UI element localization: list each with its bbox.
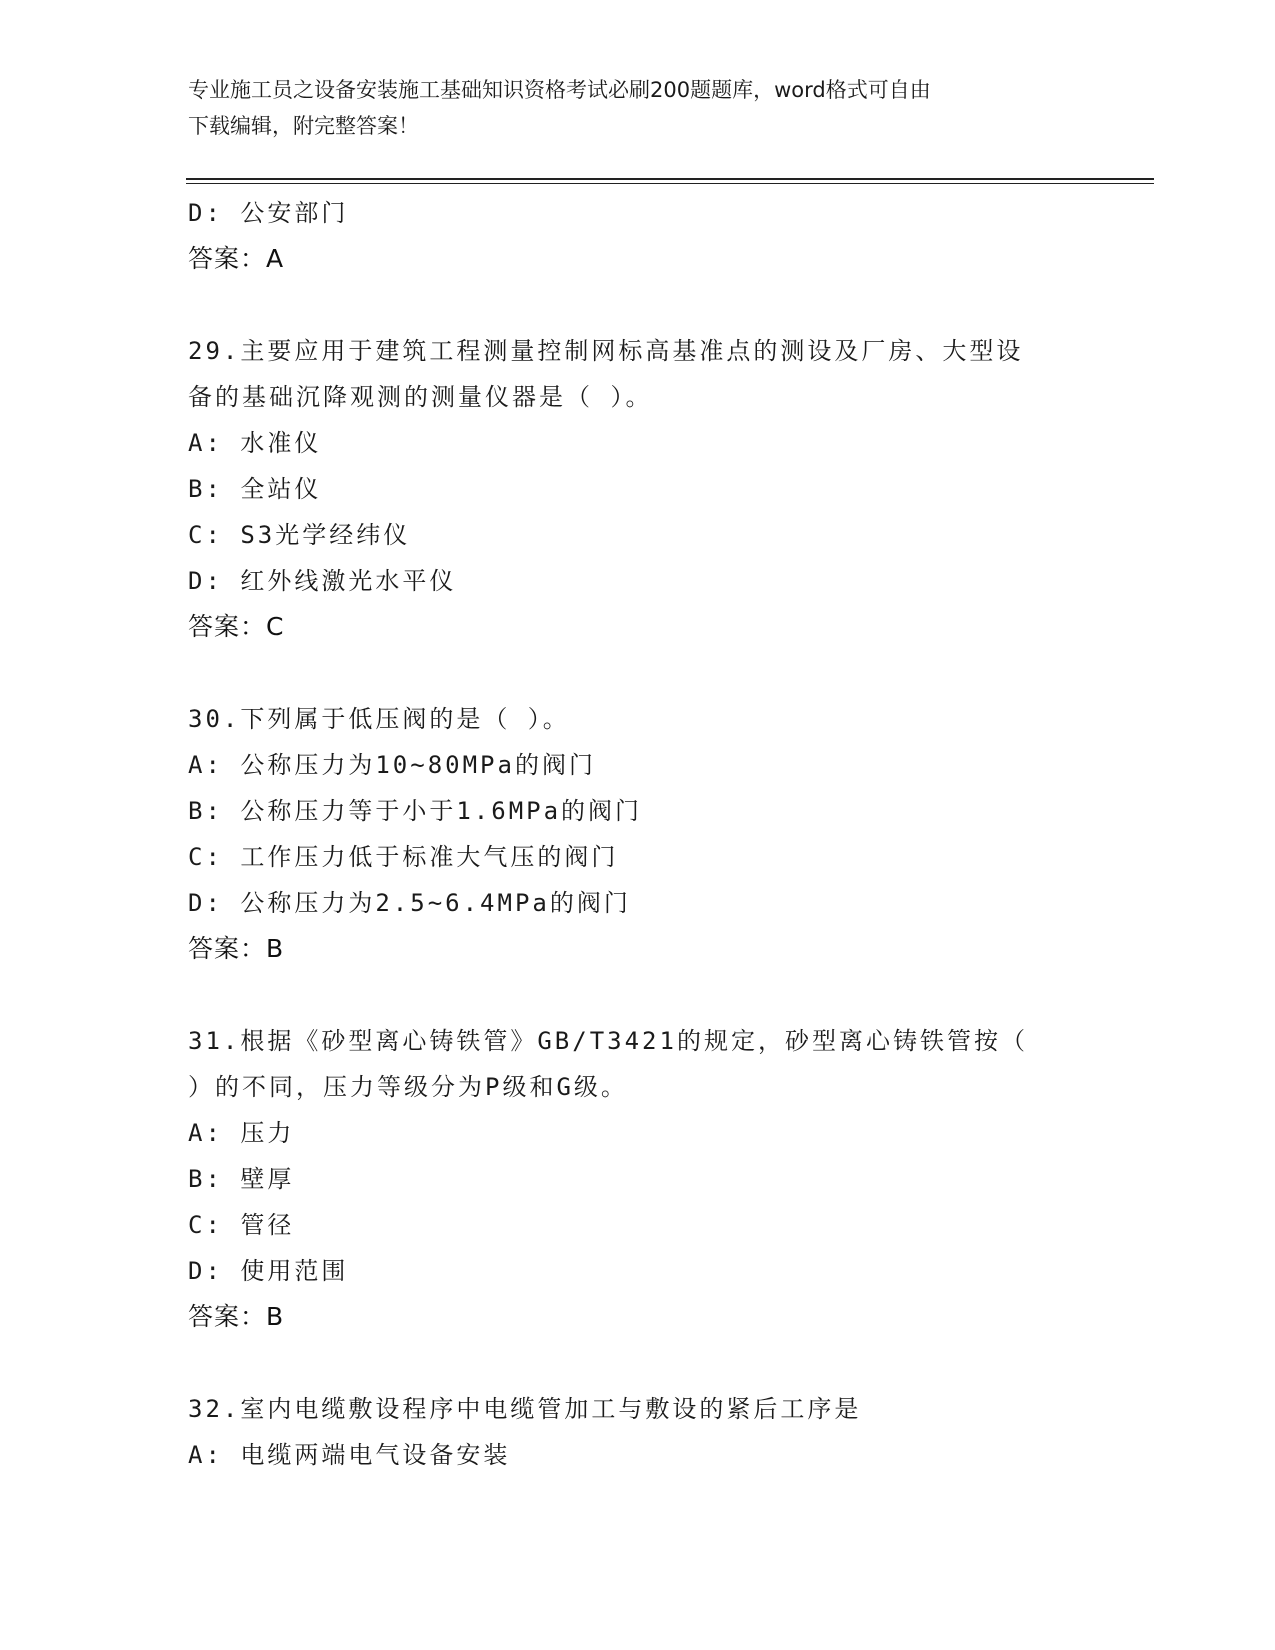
question-31	[188, 1018, 1088, 1340]
question-stem: 29.主要应用于建筑工程测量控制网标高基准点的测设及厂房、大型设	[188, 337, 1024, 365]
option-d: D: 红外线激光水平仪	[188, 567, 457, 595]
question-stem: 30.下列属于低压阀的是（ ）。	[188, 705, 570, 733]
question-stem-continued: 备的基础沉降观测的测量仪器是（ ）。	[188, 383, 653, 411]
question-stem: 32.室内电缆敷设程序中电缆管加工与敷设的紧后工序是	[188, 1395, 862, 1423]
option-a: A: 压力	[188, 1119, 295, 1147]
question-32	[188, 1386, 1088, 1478]
option-d: D: 公称压力为2.5~6.4MPa的阀门	[188, 889, 631, 917]
option-a: A: 水准仪	[188, 429, 322, 457]
spacer	[188, 972, 1088, 1018]
question-stem-continued: ）的不同，压力等级分为P级和G级。	[188, 1073, 628, 1101]
answer: 答案：C	[188, 612, 285, 641]
question-stem: 31.根据《砂型离心铸铁管》GB/T3421的规定，砂型离心铸铁管按（	[188, 1027, 1028, 1055]
spacer	[188, 1340, 1088, 1386]
prev-answer: 答案：A	[188, 244, 285, 273]
option-a: A: 公称压力为10~80MPa的阀门	[188, 751, 596, 779]
answer: 答案：B	[188, 1302, 285, 1331]
question-list	[188, 190, 1088, 1478]
document-header	[188, 72, 1068, 144]
option-b: B: 全站仪	[188, 475, 322, 503]
header-line-2: 下载编辑，附完整答案！	[188, 114, 419, 138]
prev-option-d: D: 公安部门	[188, 199, 349, 227]
question-30	[188, 696, 1088, 972]
header-line-1: 专业施工员之设备安装施工基础知识资格考试必刷200题题库，word格式可自由	[188, 78, 931, 102]
header-rule-thin	[186, 183, 1154, 184]
option-d: D: 使用范围	[188, 1257, 349, 1285]
header-rule-thick	[186, 178, 1154, 180]
option-b: B: 壁厚	[188, 1165, 295, 1193]
spacer	[188, 282, 1088, 328]
answer: 答案：B	[188, 934, 285, 963]
option-b: B: 公称压力等于小于1.6MPa的阀门	[188, 797, 643, 825]
option-a: A: 电缆两端电气设备安装	[188, 1441, 511, 1469]
spacer	[188, 650, 1088, 696]
question-29	[188, 328, 1088, 650]
option-c: C: S3光学经纬仪	[188, 521, 411, 549]
option-c: C: 工作压力低于标准大气压的阀门	[188, 843, 619, 871]
option-c: C: 管径	[188, 1211, 295, 1239]
